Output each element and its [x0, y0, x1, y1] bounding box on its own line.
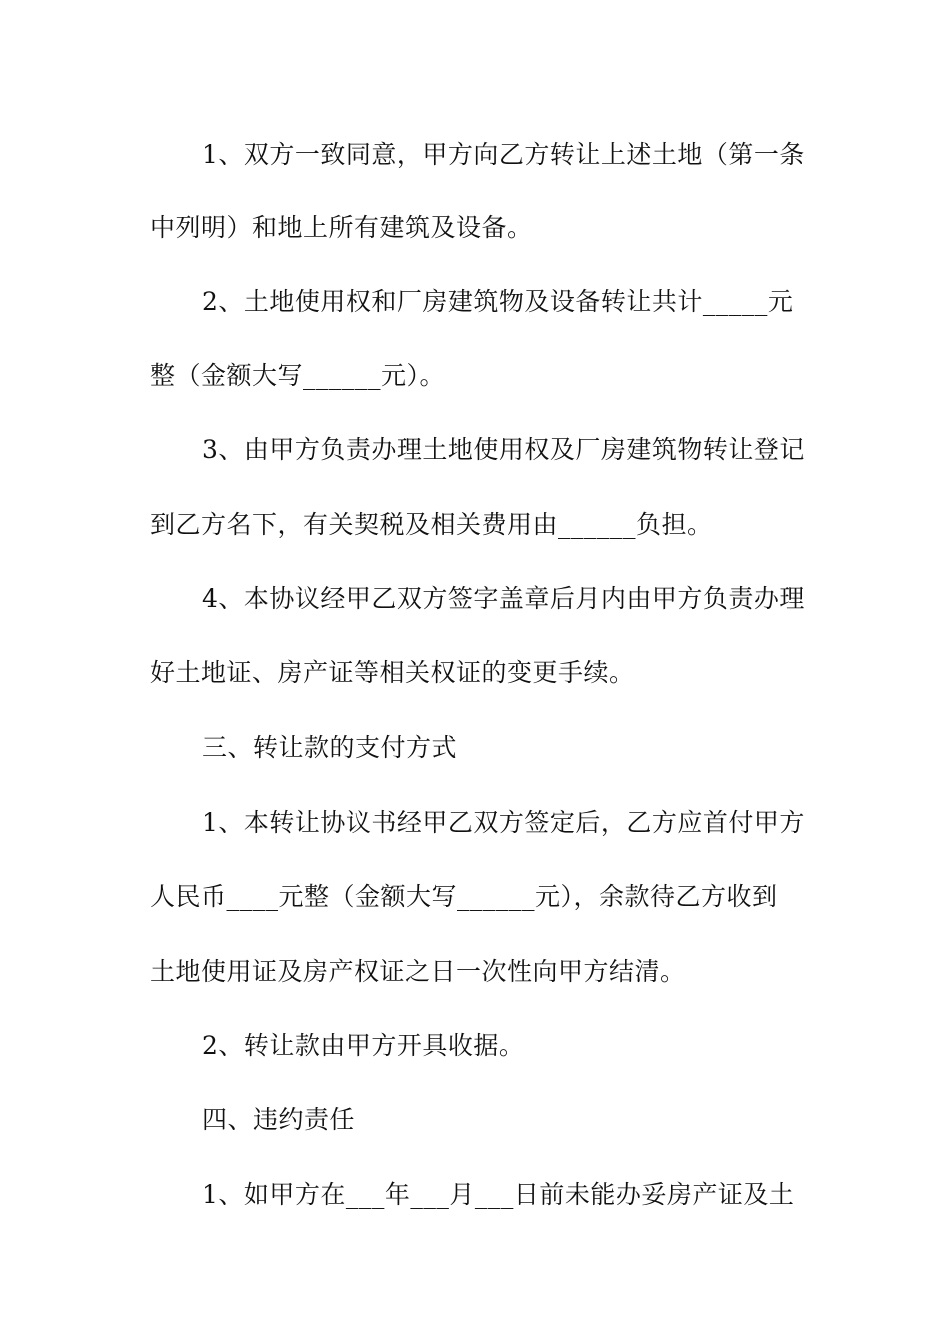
- section-heading-payment: 三、转让款的支付方式: [202, 733, 458, 762]
- payment-clause-1-line-1: 1、本转让协议书经甲乙双方签定后，乙方应首付甲方: [202, 808, 805, 837]
- clause-3-line-2: 到乙方名下，有关契税及相关费用由______负担。: [150, 510, 713, 539]
- section-heading-breach: 四、违约责任: [202, 1105, 356, 1134]
- payment-clause-1-line-2: 人民币____元整（金额大写______元），余款待乙方收到: [150, 882, 778, 911]
- breach-clause-1-line-1: 1、如甲方在___年___月___日前未能办妥房产证及土: [202, 1180, 795, 1209]
- payment-clause-1-line-3: 土地使用证及房产权证之日一次性向甲方结清。: [150, 957, 686, 986]
- clause-3-line-1: 3、由甲方负责办理土地使用权及厂房建筑物转让登记: [202, 435, 805, 464]
- payment-clause-2: 2、转让款由甲方开具收据。: [202, 1031, 525, 1060]
- clause-4-line-1: 4、本协议经甲乙双方签字盖章后月内由甲方负责办理: [202, 584, 805, 613]
- clause-4-line-2: 好土地证、房产证等相关权证的变更手续。: [150, 658, 635, 687]
- clause-1-line-1: 1、双方一致同意，甲方向乙方转让上述土地（第一条: [202, 140, 805, 169]
- clause-1-line-2: 中列明）和地上所有建筑及设备。: [150, 213, 533, 242]
- clause-2-line-1: 2、土地使用权和厂房建筑物及设备转让共计_____元: [202, 287, 794, 316]
- clause-2-line-2: 整（金额大写______元）。: [150, 361, 446, 390]
